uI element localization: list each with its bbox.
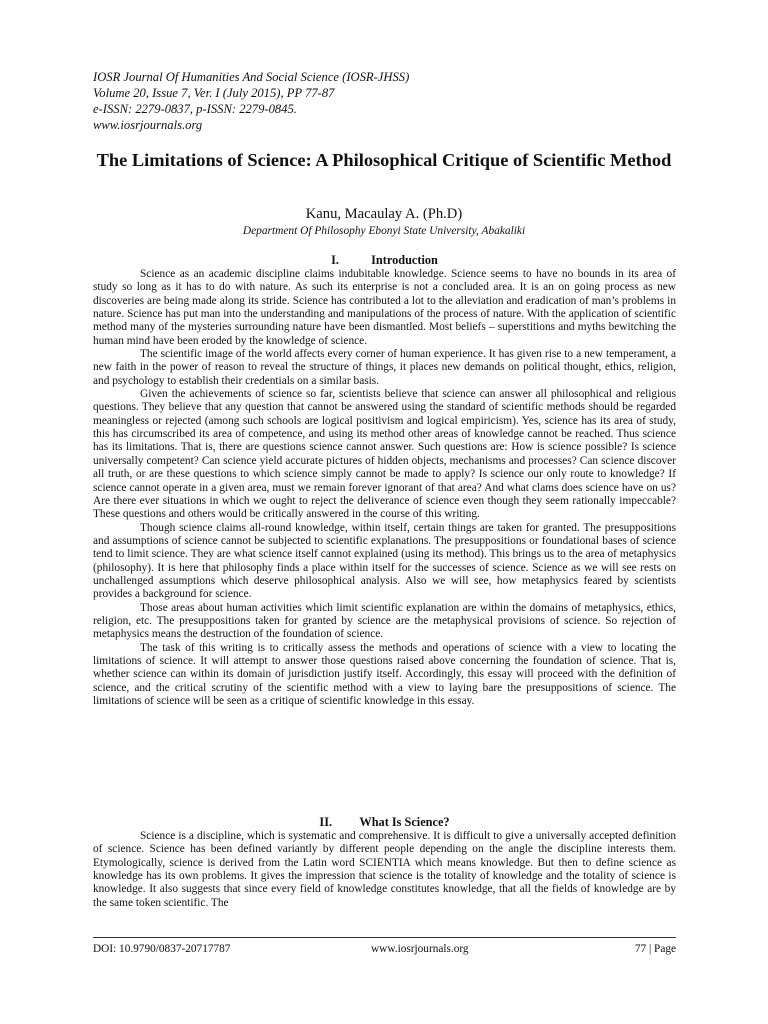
journal-issn: e-ISSN: 2279-0837, p-ISSN: 2279-0845. bbox=[93, 102, 297, 116]
section-body-introduction bbox=[93, 268, 676, 708]
footer-website: www.iosrjournals.org bbox=[371, 943, 469, 955]
paragraph: The scientific image of the world affects every corner of human experience. It has given rise to a new temperament, a new faith in the power of reason to reveal the structure of things, it places new demands on political thought, ethics, religion, and psychology to establish their credentials on a similar basis. bbox=[93, 348, 676, 387]
footer-page-number: 77 | Page bbox=[634, 943, 676, 955]
section-heading-what-is-science bbox=[93, 815, 676, 830]
section-heading-introduction bbox=[93, 253, 676, 268]
paragraph: Though science claims all-round knowledge, within itself, certain things are taken for granted. The presuppositions and assumptions of science cannot be subjected to scientific explanations. The presuppositions or foundational bases of science tend to limit science. They are what science itself cannot explained (using its method). This brings us to the area of metaphysics (philosophy). It is here that philosophy finds a place within itself for the successes of science. Science as we will see rests on unchallenged assumptions which deserve philosophical analysis. Also we will see, how metaphysics feared by scientists provides a background for science. bbox=[93, 521, 676, 601]
journal-name: IOSR Journal Of Humanities And Social Science (IOSR-JHSS) bbox=[93, 70, 410, 84]
paragraph: Science is a discipline, which is systematic and comprehensive. It is difficult to give a universally accepted definition of science. Science has been defined variantly by different people depending on the angle the discipline interests them. Etymologically, science is derived from the Latin word SCIENTIA which means knowledge. But then to define science as knowledge has its own problems. It gives the impression that science is the totality of knowledge and the totality of science is knowledge. It also suggests that since every field of knowledge constitutes knowledge, that all the fields of knowledge are by the same token scientific. The bbox=[93, 830, 676, 909]
footer-doi: DOI: 10.9790/0837-20717787 bbox=[93, 943, 231, 955]
paragraph: The task of this writing is to critically assess the methods and operations of science with a view to locating the limitations of science. It will attempt to answer those questions raised above concerning the foundation of science. That is, whether science can within its domain of jurisdiction justify itself. Accordingly, this essay will proceed with the definition of science, and the critical scrutiny of the scientific method with a view to laying bare the presuppositions of science. The limitations of science will be seen as a critique of scientific knowledge in this essay. bbox=[93, 641, 676, 707]
section-title: What Is Science? bbox=[359, 815, 450, 829]
page-footer bbox=[93, 937, 676, 955]
paragraph: Science as an academic discipline claims indubitable knowledge. Science seems to have no bounds in its area of study so long as it has to do with nature. As such its enterprise is not a concluded area. It is an on going process as new discoveries are being made along its stride. Science has contributed a lot to the alleviation and eradication of man’s problems in nature. Science has put man into the understanding and manipulations of the process of nature. With the application of scientific method many of the mysteries surrounding nature have been dismantled. Most beliefs – superstitions and myths bewitching the human mind have been eroded by the knowledge of science. bbox=[93, 268, 676, 347]
journal-website: www.iosrjournals.org bbox=[93, 118, 203, 132]
section-title: Introduction bbox=[371, 253, 438, 267]
journal-volume: Volume 20, Issue 7, Ver. I (July 2015), PP 77-87 bbox=[93, 86, 335, 100]
paragraph: Given the achievements of science so far, scientists believe that science can answer all philosophical and religious questions. They believe that any question that cannot be answered using the standard of scientific methods should be regarded meaningless or rejected (among such schools are logical positivism and logical empiricism). Yes, science has its area of study, this has circumscribed its area of competence, and using its method other areas of knowledge cannot be reached. Thus science has its limitations. That is, there are questions science cannot answer. Such questions are: How is science possible? Is science universally competent? Can science yield accurate pictures of hidden objects, mechanisms and processes? Can science discover all truth, or are these questions to which science simply cannot be made to apply? Is science our only route to knowledge? If science cannot operate in a given area, must we remain forever ignorant of that area? And what clams does science have on us? Are there ever situations in which we ought to reject the deliverance of science even though they seem rationally impeccable? These questions and others would be critically answered in the course of this writing. bbox=[93, 388, 676, 521]
author-affiliation: Department Of Philosophy Ebonyi State University, Abakaliki bbox=[242, 225, 526, 237]
paper-title: The Limitations of Science: A Philosophical Critique of Scientific Method bbox=[96, 150, 672, 170]
section-number: I. bbox=[331, 253, 339, 267]
section-body-what-is-science bbox=[93, 830, 676, 910]
section-number: II. bbox=[319, 815, 333, 829]
paragraph: Those areas about human activities which limit scientific explanation are within the domains of metaphysics, ethics, religion, etc. The presuppositions taken for granted by science are the metaphysical provisions of science. So rejection of metaphysics means the destruction of the foundation of science. bbox=[93, 601, 676, 641]
journal-header bbox=[93, 69, 693, 133]
author-name: Kanu, Macaulay A. (Ph.D) bbox=[305, 206, 463, 222]
